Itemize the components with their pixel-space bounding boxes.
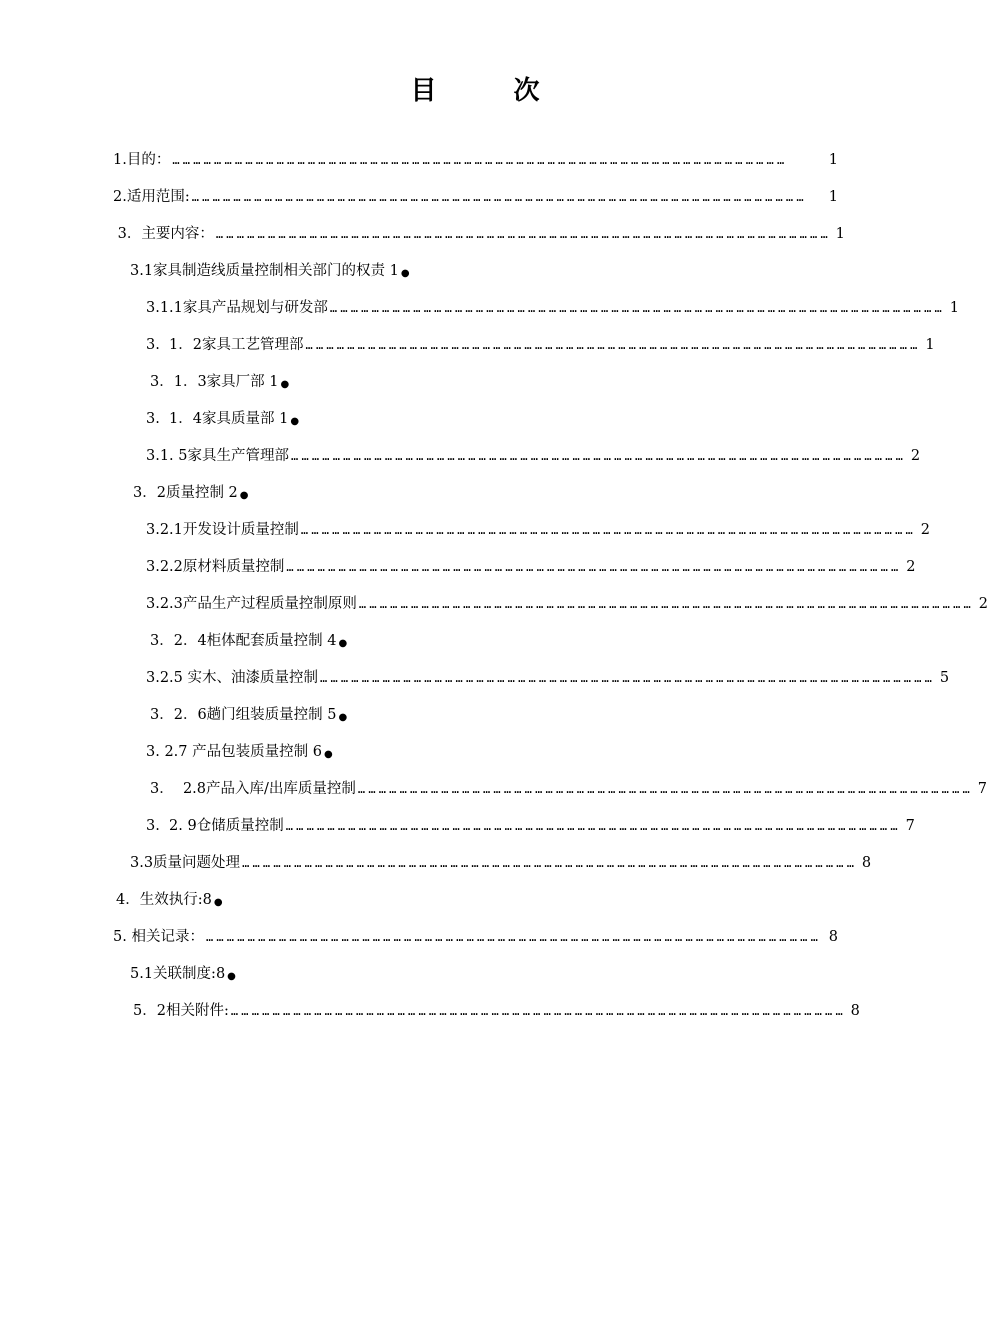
toc-entry-3-2-2[interactable] (146, 555, 916, 579)
paragraph-tab-icon: ● (338, 638, 348, 649)
toc-entry-label: 3. 2.7 产品包装质量控制 6 (146, 744, 322, 760)
toc-leader-dots: …………………………………………………………………………………………………………………………………………………………… (215, 227, 831, 241)
toc-entry-label: 3．2．4柜体配套质量控制 4 (150, 633, 337, 649)
toc-leader-dots: …………………………………………………………………………………………………………………………………………………………… (230, 1004, 846, 1018)
toc-entry-3-1-2[interactable] (146, 333, 935, 357)
toc-entry-label: 3．1．3家具厂部 1 (150, 374, 279, 390)
toc-page-number: 8 (828, 929, 838, 945)
paragraph-tab-icon: ● (227, 971, 236, 982)
toc-leader-dots: …………………………………………………………………………………………………………………………………………………………… (205, 930, 822, 944)
toc-entry-3-2-8[interactable] (150, 777, 987, 801)
toc-entry-main-content[interactable] (113, 222, 845, 246)
toc-leader-dots: …………………………………………………………………………………………………………………………………………………………… (191, 190, 807, 204)
toc-page-number: 1 (828, 189, 838, 205)
toc-page-number: 8 (861, 855, 872, 871)
toc-entry-label: 3.3质量问题处理 (130, 855, 241, 871)
paragraph-tab-icon: ● (290, 416, 300, 427)
toc-page-number: 1 (925, 337, 935, 353)
toc-leader-dots: …………………………………………………………………………………………………………………………………………………………… (242, 856, 858, 870)
toc-entry-label: 5.1关联制度:8 (130, 966, 226, 982)
toc-entry-label: 3.2.1开发设计质量控制 (146, 522, 299, 538)
toc-entry-3-2-6[interactable] (150, 703, 550, 727)
toc-leader-dots: …………………………………………………………………………………………………………………………………………………………… (305, 338, 921, 352)
toc-entry-3-1-4[interactable] (146, 407, 546, 431)
toc-entry-3-2-1[interactable] (146, 518, 930, 542)
toc-page-number: 8 (850, 1003, 860, 1019)
toc-page-number: 2 (920, 522, 930, 538)
toc-leader-dots: …………………………………………………………………………………………………………………………………………………………… (329, 301, 945, 315)
toc-page-number: 5 (939, 670, 950, 686)
toc-leader-dots: …………………………………………………………………………………………………………………………………………………………… (291, 449, 907, 463)
toc-entry-3-2[interactable] (133, 481, 533, 505)
toc-page-number: 7 (977, 781, 987, 797)
toc-leader-dots: …………………………………………………………………………………………………………………………………………………………… (172, 153, 788, 167)
toc-entry-3-2-7[interactable] (146, 740, 546, 764)
toc-entry-label: 3.2.3产品生产过程质量控制原则 (146, 596, 357, 612)
toc-page-number: 7 (905, 818, 915, 834)
toc-page-number: 2 (978, 596, 988, 612)
toc-entry-label: 3．主要内容： (113, 226, 214, 242)
toc-entry-label: 2.适用范围: (113, 189, 190, 205)
toc-entry-label: 3.2.5 实木、油漆质量控制 (146, 670, 319, 686)
toc-page-number: 1 (835, 226, 845, 242)
toc-entry-5-2[interactable] (133, 999, 860, 1023)
toc-leader-dots: …………………………………………………………………………………………………………………………………………………………… (286, 560, 902, 574)
toc-entry-3-1-3[interactable] (150, 370, 550, 394)
toc-entry-label: 3.1. 5家具生产管理部 (146, 448, 290, 464)
toc-entry-label: 3.2.2原材料质量控制 (146, 559, 285, 575)
toc-entry-3-2-4[interactable] (150, 629, 550, 653)
toc-entry-label: 1.目的： (113, 152, 171, 168)
toc-entry-3-2-9[interactable] (146, 814, 915, 838)
toc-entry-3-1-5[interactable] (146, 444, 921, 468)
toc-entry-label: 5. 相关记录： (113, 929, 204, 945)
toc-entry-3-1-1[interactable] (146, 296, 959, 320)
toc-leader-dots: …………………………………………………………………………………………………………………………………………………………… (300, 523, 916, 537)
toc-leader-dots: …………………………………………………………………………………………………………………………………………………………… (320, 671, 936, 685)
toc-entry-label: 3．2．6趟门组装质量控制 5 (150, 707, 337, 723)
paragraph-tab-icon: ● (280, 379, 290, 390)
toc-leader-dots: …………………………………………………………………………………………………………………………………………………………… (357, 782, 973, 796)
toc-page-number: 2 (910, 448, 921, 464)
paragraph-tab-icon: ● (323, 749, 333, 760)
toc-entry-purpose[interactable] (113, 148, 838, 172)
toc-entry-scope[interactable] (113, 185, 838, 209)
paragraph-tab-icon: ● (239, 490, 249, 501)
toc-entry-3-3[interactable] (130, 851, 872, 875)
toc-entry-label: 3.1家具制造线质量控制相关部门的权责 1 (130, 263, 399, 279)
page-title: 目 次 (410, 76, 574, 106)
paragraph-tab-icon: ● (213, 897, 223, 908)
toc-entry-3-2-5[interactable] (146, 666, 950, 690)
toc-entry-label: 3． 2.8产品入库/出库质量控制 (150, 781, 356, 797)
paragraph-tab-icon: ● (338, 712, 348, 723)
toc-entry-5-1[interactable] (130, 962, 530, 986)
toc-entry-effective[interactable] (116, 888, 516, 912)
toc-entry-label: 3. 1．2家具工艺管理部 (146, 337, 304, 353)
toc-page-number: 2 (906, 559, 916, 575)
toc-page-number: 1 (828, 152, 838, 168)
toc-entry-records[interactable] (113, 925, 838, 949)
toc-entry-label: 5．2相关附件: (133, 1003, 229, 1019)
toc-entry-label: 3.1.1家具产品规划与研发部 (146, 300, 328, 316)
toc-leader-dots: …………………………………………………………………………………………………………………………………………………………… (358, 597, 974, 611)
toc-entry-label: 3. 2. 9仓储质量控制 (146, 818, 284, 834)
paragraph-tab-icon: ● (400, 268, 410, 279)
toc-entry-3-2-3[interactable] (146, 592, 988, 616)
toc-entry-label: 3. 1．4家具质量部 1 (146, 411, 289, 427)
toc-entry-label: 3．2质量控制 2 (133, 485, 238, 501)
toc-entry-3-1[interactable] (130, 259, 630, 283)
toc-page-number: 1 (949, 300, 959, 316)
toc-leader-dots: …………………………………………………………………………………………………………………………………………………………… (285, 819, 901, 833)
toc-entry-label: 4．生效执行:8 (116, 892, 212, 908)
